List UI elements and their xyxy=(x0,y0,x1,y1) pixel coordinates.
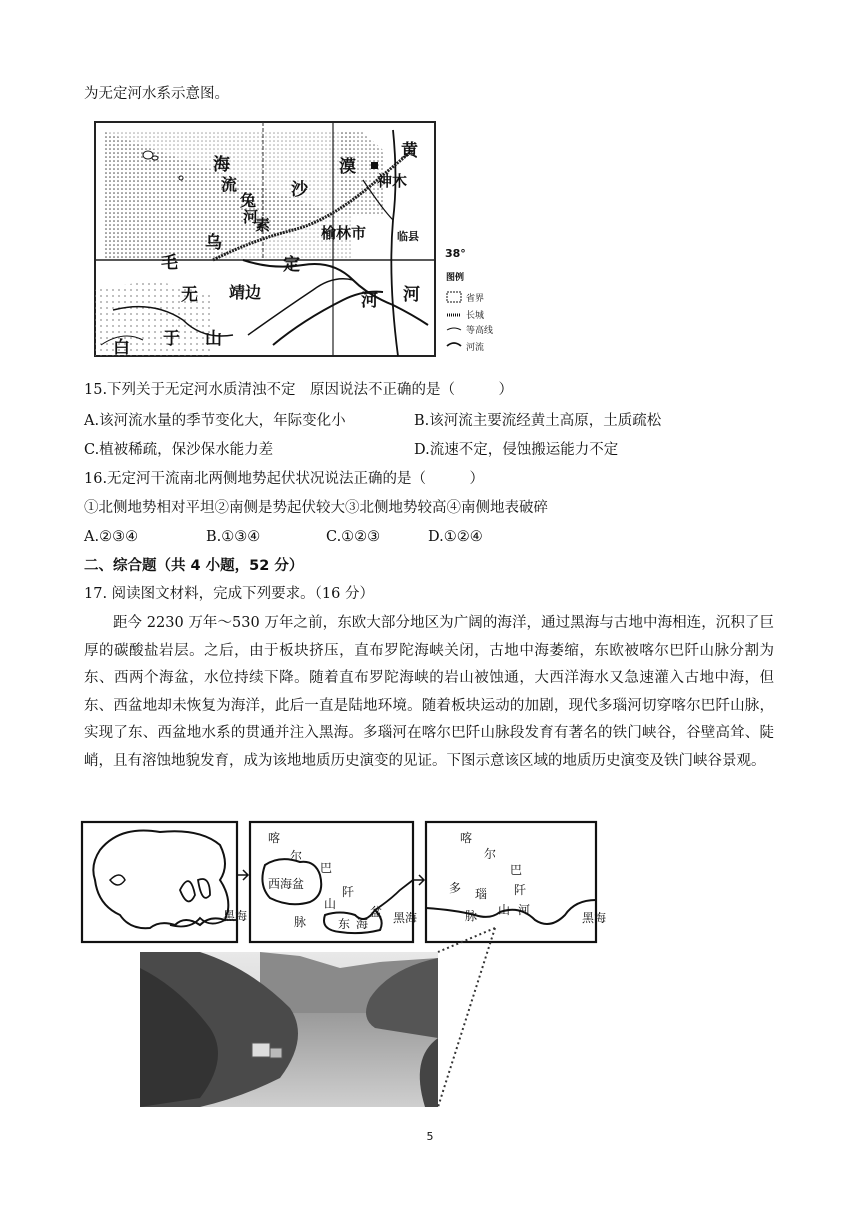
map-label: 喀 xyxy=(460,831,473,845)
section-heading: 二、综合题（共 4 小题，52 分） xyxy=(84,558,304,574)
q16-option-a: A.②③④ xyxy=(84,529,139,545)
map-label: 兔 xyxy=(240,191,257,210)
map-label: 河 xyxy=(243,208,259,226)
wuding-river-map xyxy=(93,120,445,360)
legend-item: 等高线 xyxy=(466,326,494,336)
map-label: 河 xyxy=(518,903,531,917)
latitude-label: 38° xyxy=(445,247,466,260)
geologic-evolution-figure xyxy=(80,820,607,945)
q15-option-a: A.该河流水量的季节变化大，年际变化小 xyxy=(84,413,346,429)
q16-option-d: D.①②④ xyxy=(428,529,483,545)
legend-item: 河流 xyxy=(466,343,485,353)
map-label: 脉 xyxy=(294,915,307,929)
map-label: 素 xyxy=(255,216,271,234)
map-label: 漠 xyxy=(339,157,356,177)
map-label: 多 xyxy=(449,881,462,895)
map-label: 河 xyxy=(361,291,378,311)
map-label: 沙 xyxy=(291,180,308,200)
map-label: 流 xyxy=(221,175,238,194)
q17-stem: 17. 阅读图文材料，完成下列要求。（16 分） xyxy=(84,586,374,602)
map-label: 无 xyxy=(181,285,198,305)
sea-label: 黑海 xyxy=(393,911,418,925)
map-label: 神木 xyxy=(377,172,408,190)
map-label: 瑙 xyxy=(475,887,488,901)
map-label: 海 xyxy=(213,155,230,175)
map-label: 西海盆 xyxy=(268,877,305,891)
legend-title: 图例 xyxy=(446,273,465,283)
q15-option-d: D.流速不定，侵蚀搬运能力不定 xyxy=(414,442,619,458)
map-label: 靖边 xyxy=(229,283,262,302)
map-label: 东 xyxy=(338,917,351,931)
map-label: 临县 xyxy=(397,230,419,243)
sea-label: 黑海 xyxy=(223,909,248,923)
q15-stem: 15.下列关于无定河水质清浊不定 原因说法不正确的是（ ） xyxy=(84,382,514,398)
q17-passage: 距今 2230 万年～530 万年之前，东欧大部分地区为广阔的海洋，通过黑海与古地中海相连，沉积了巨厚的碳酸盐岩层。之后，由于板块挤压，直布罗陀海峡关闭，古地中海萎缩，东欧被喀尔巴阡山脉分割为东、西两个海盆，水位持续下降。随着直布罗陀海峡的岩山被蚀通，大西洋海水又急速灌入古地中海，但东、西盆地却未恢复为海洋，此后一直是陆地环境。随着板块运动的加剧，现代多瑙河切穿喀尔巴阡山脉，实现了东、西盆地水系的贯通并注入黑海。多瑙河在喀尔巴阡山脉段发育有著名的铁门峡谷，谷壁高耸、陡峭，且有溶蚀地貌发育，成为该地地质历史演变的见证。下图示意该区域的地质历史演变及铁门峡谷景观。 xyxy=(84,615,774,769)
q16-option-c: C.①②③ xyxy=(326,529,381,545)
map-label: 山 xyxy=(205,329,222,349)
map-label: 喀 xyxy=(268,831,281,845)
map-label: 盆 xyxy=(370,905,383,919)
q15-option-c: C.植被稀疏，保沙保水能力差 xyxy=(84,442,274,458)
map-label: 阡 xyxy=(514,883,527,897)
map-label: 山 xyxy=(498,903,511,917)
q16-option-b: B.①③④ xyxy=(206,529,261,545)
sea-label: 黑海 xyxy=(582,911,607,925)
q16-statements: ①北侧地势相对平坦②南侧是势起伏较大③北侧地势较高④南侧地表破碎 xyxy=(84,500,548,516)
map-label: 于 xyxy=(163,329,180,349)
map-label: 阡 xyxy=(342,885,355,899)
map-label: 巴 xyxy=(320,861,333,875)
map-label: 乌 xyxy=(205,233,222,253)
gorge-photo xyxy=(140,928,540,1108)
map-label: 巴 xyxy=(510,863,523,877)
map-label: 白 xyxy=(113,338,130,358)
map-label: 定 xyxy=(283,255,300,275)
map-label: 海 xyxy=(356,917,369,931)
map-label: 尔 xyxy=(290,849,303,863)
map-label: 尔 xyxy=(484,847,497,861)
legend-item: 长城 xyxy=(466,311,485,321)
map-label: 河 xyxy=(403,285,420,305)
page-number: 5 xyxy=(426,1130,434,1143)
map-label: 榆林市 xyxy=(321,224,367,242)
map-label: 脉 xyxy=(465,909,478,923)
q16-stem: 16.无定河干流南北两侧地势起伏状况说法正确的是（ ） xyxy=(84,471,485,487)
map-label: 黄 xyxy=(401,141,418,161)
q15-option-b: B.该河流主要流经黄土高原，土质疏松 xyxy=(414,413,662,429)
legend-item: 省界 xyxy=(466,294,485,304)
intro-line: 为无定河水系示意图。 xyxy=(84,86,229,102)
map-label: 毛 xyxy=(161,253,178,273)
map-legend xyxy=(444,268,514,358)
map-label: 山 xyxy=(324,897,337,911)
